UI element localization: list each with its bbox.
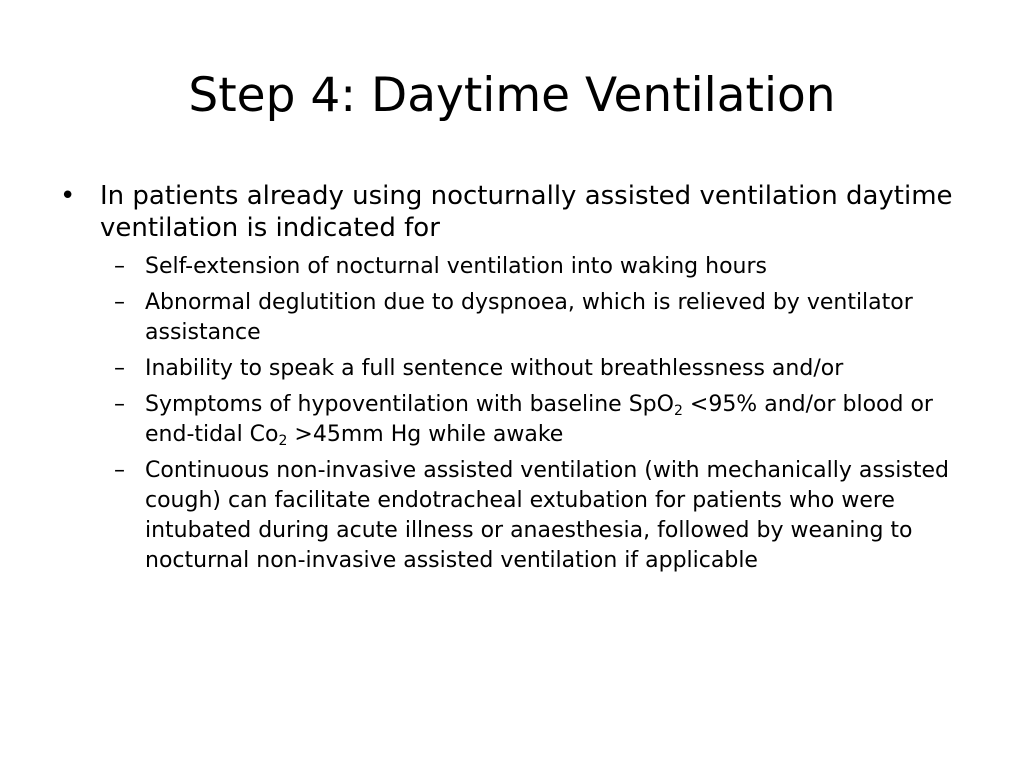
subscript: 2 — [278, 433, 288, 449]
sub-bullet-text: Self-extension of nocturnal ventilation into waking hours — [145, 254, 767, 279]
sub-bullet-item — [56, 288, 976, 348]
sub-bullet-text: Continuous non-invasive assisted ventilation (with mechanically assisted cough) can facilitate endotracheal extubation for patients who were intubated during acute illness or anaesthesia, followed by weaning to nocturnal non-invasive assisted ventilation if applicable — [145, 458, 949, 573]
sub-bullet-item — [56, 252, 976, 282]
sub-bullet-item — [56, 354, 976, 384]
subscript: 2 — [673, 403, 683, 419]
sub-bullet-text-part: Symptoms of hypoventilation with baseline SpO — [145, 392, 674, 417]
sub-bullet-list — [56, 252, 976, 576]
dash-icon: – — [114, 254, 125, 279]
sub-bullet-text: Abnormal deglutition due to dyspnoea, which is relieved by ventilator assistance — [145, 290, 913, 345]
bullet-item — [56, 180, 976, 244]
slide-body — [56, 180, 976, 582]
sub-bullet-text-part: <95% and/or blood or end-tidal Co — [145, 392, 933, 447]
dash-icon: – — [114, 356, 125, 381]
sub-bullet-text-part: >45mm Hg while awake — [287, 422, 564, 447]
dash-icon: – — [114, 392, 125, 417]
dash-icon: – — [114, 458, 125, 483]
bullet-text: In patients already using nocturnally assisted ventilation daytime ventilation is indicated for — [100, 181, 953, 243]
slide-title: Step 4: Daytime Ventilation — [188, 68, 836, 123]
sub-bullet-text: Inability to speak a full sentence without breathlessness and/or — [145, 356, 844, 381]
sub-bullet-item — [56, 456, 976, 576]
dash-icon: – — [114, 290, 125, 315]
sub-bullet-item — [56, 390, 976, 450]
bullet-icon: • — [60, 181, 76, 211]
